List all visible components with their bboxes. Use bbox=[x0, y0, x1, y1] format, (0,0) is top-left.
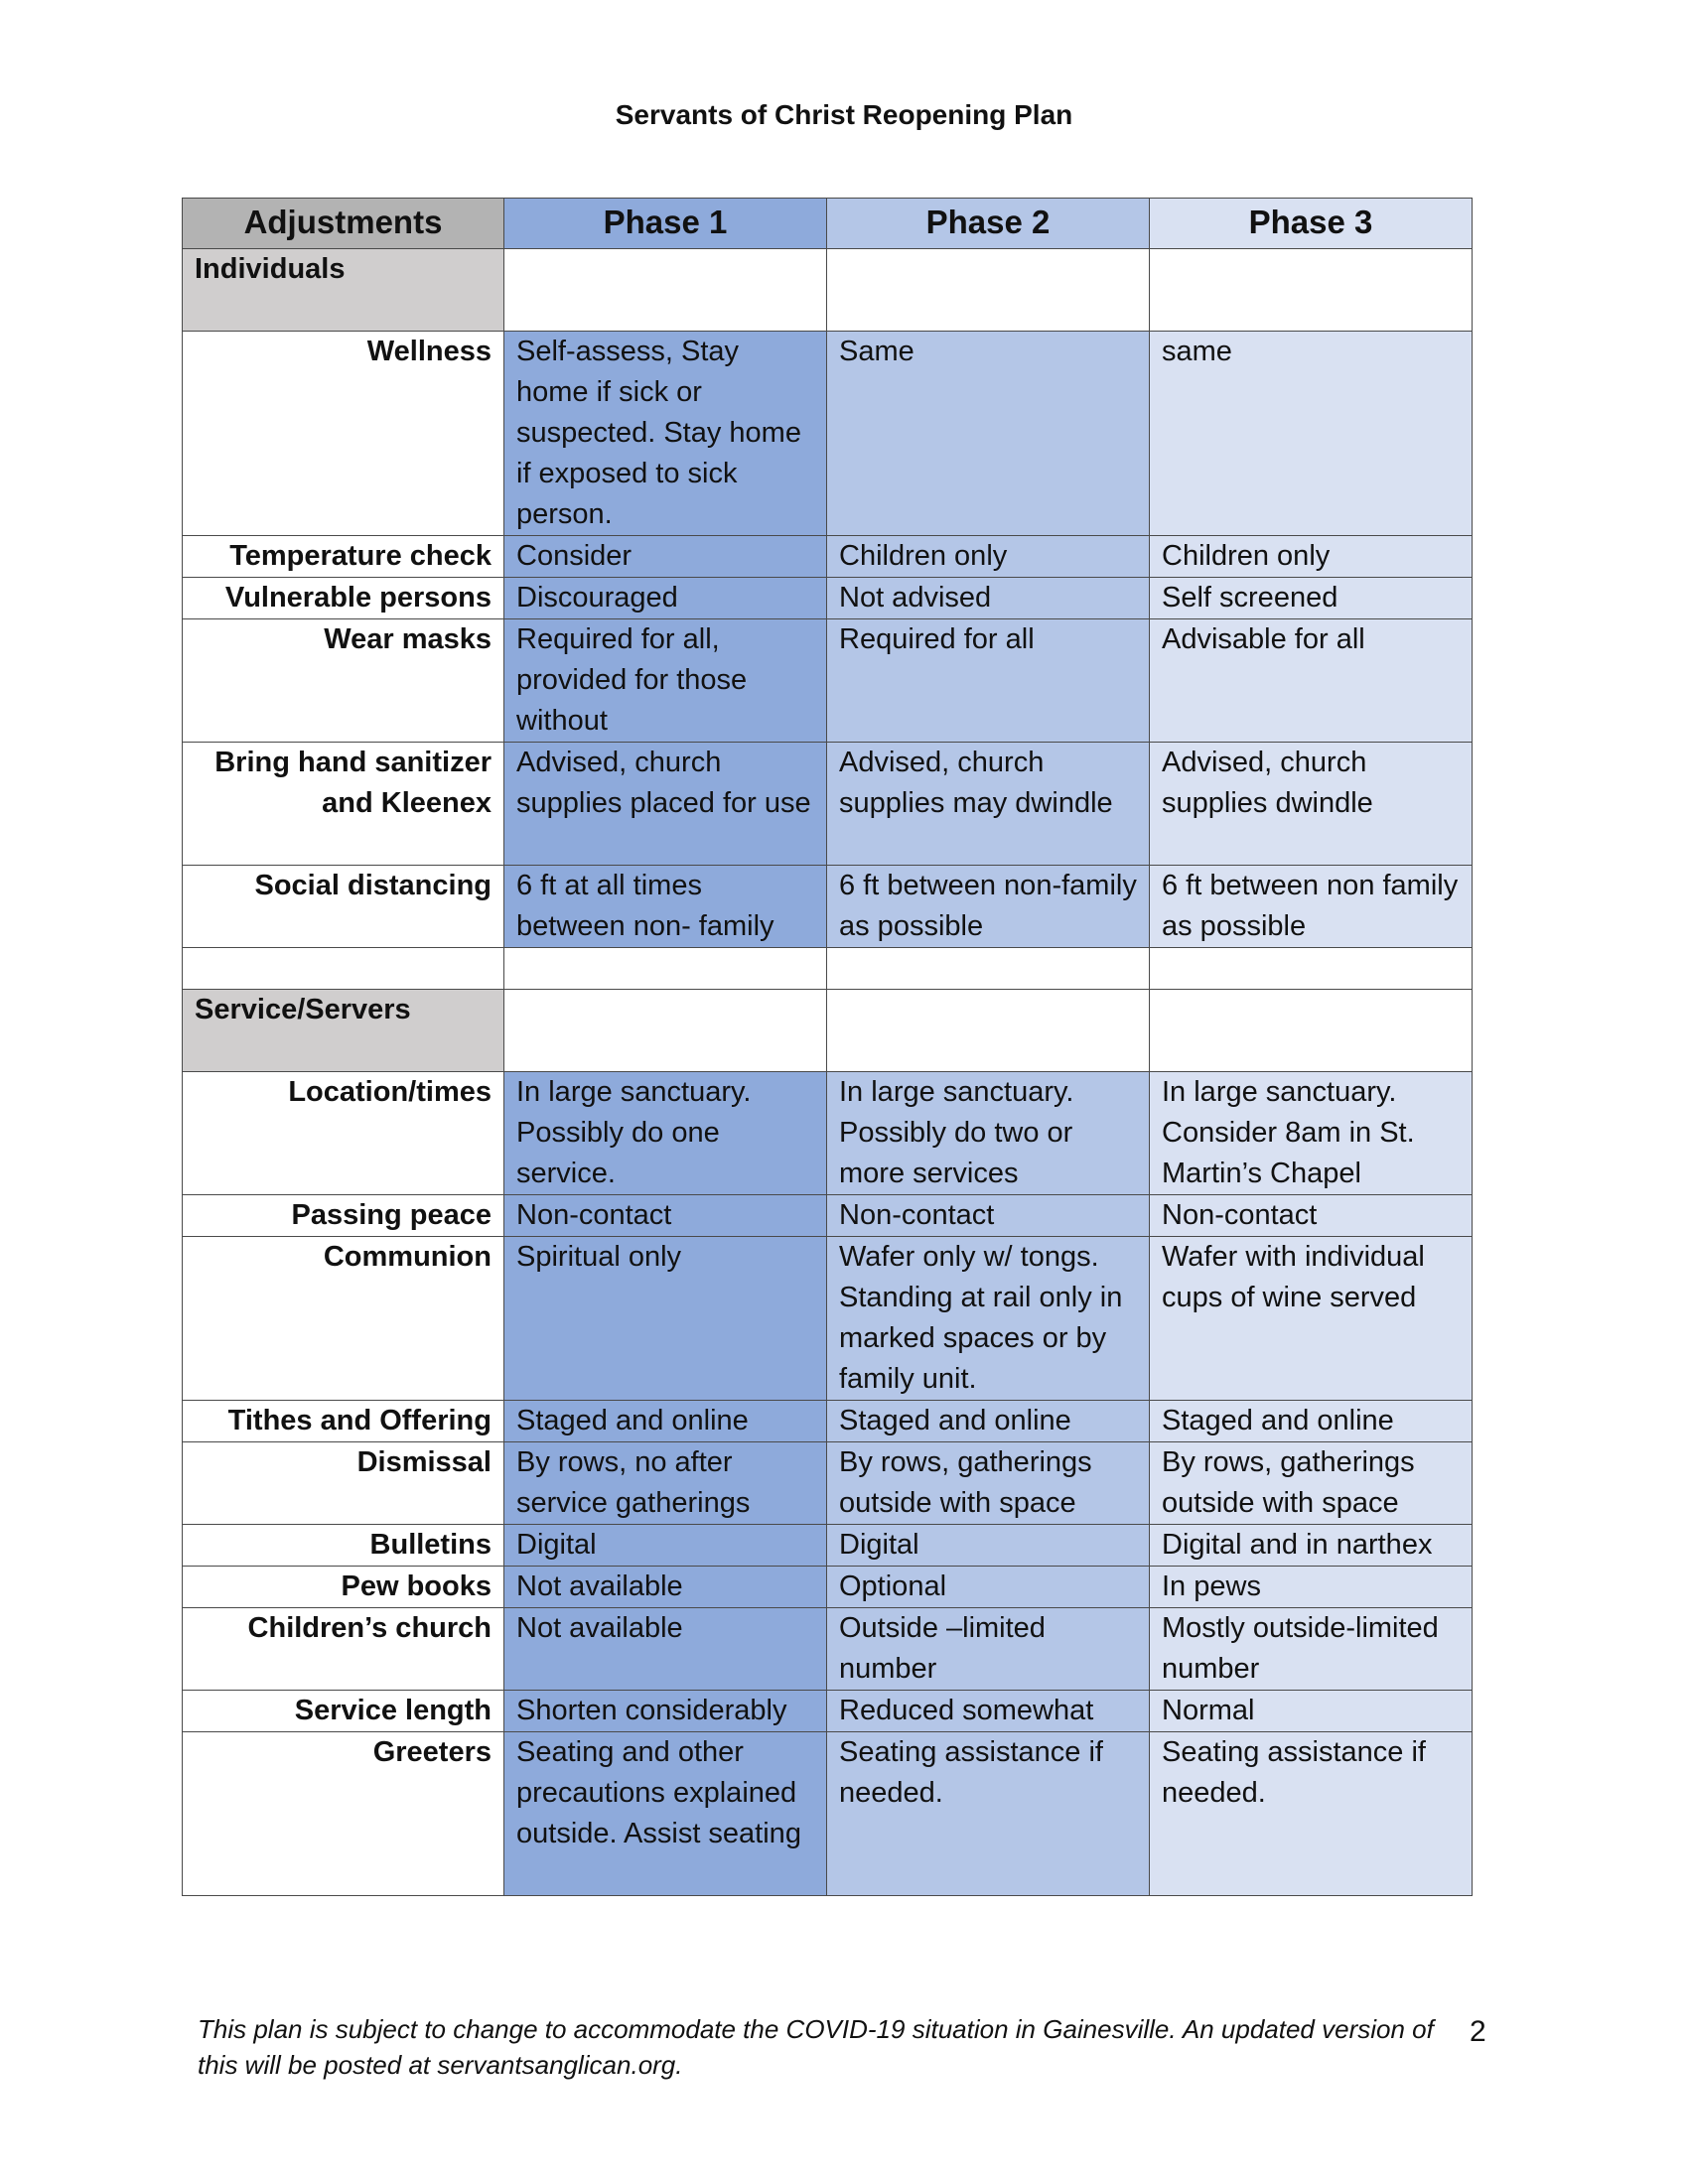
section-row-individuals bbox=[183, 249, 1473, 332]
reopening-plan-table bbox=[182, 198, 1473, 1896]
phase-3-cell: By rows, gatherings outside with space bbox=[1150, 1442, 1473, 1525]
phase-3-cell: Seating assistance if needed. bbox=[1150, 1732, 1473, 1896]
phase-3-cell: Wafer with individual cups of wine served bbox=[1150, 1237, 1473, 1401]
phase-2-cell: Outside –limited number bbox=[827, 1608, 1150, 1691]
phase-2-cell: Not advised bbox=[827, 578, 1150, 619]
phase-1-cell: 6 ft at all times between non- family bbox=[504, 866, 827, 948]
phase-3-cell: Advisable for all bbox=[1150, 619, 1473, 743]
row-label: Wellness bbox=[183, 332, 504, 536]
phase-3-cell: Normal bbox=[1150, 1691, 1473, 1732]
phase-1-cell: Non-contact bbox=[504, 1195, 827, 1237]
row-label: Pew books bbox=[183, 1567, 504, 1608]
phase-2-cell: Digital bbox=[827, 1525, 1150, 1567]
row-label: Bring hand sanitizer and Kleenex bbox=[183, 743, 504, 866]
header-phase-2: Phase 2 bbox=[827, 199, 1150, 249]
row-label: Temperature check bbox=[183, 536, 504, 578]
phase-1-cell: Seating and other precautions explained outside. Assist seating bbox=[504, 1732, 827, 1896]
phase-2-cell: In large sanctuary. Possibly do two or more services bbox=[827, 1072, 1150, 1195]
header-phase-1: Phase 1 bbox=[504, 199, 827, 249]
phase-2-cell: Same bbox=[827, 332, 1150, 536]
phase-2-cell: Staged and online bbox=[827, 1401, 1150, 1442]
phase-1-cell: Shorten considerably bbox=[504, 1691, 827, 1732]
table-row bbox=[183, 1691, 1473, 1732]
phase-3-cell: same bbox=[1150, 332, 1473, 536]
row-label: Bulletins bbox=[183, 1525, 504, 1567]
table-row bbox=[183, 332, 1473, 536]
phase-1-cell: Discouraged bbox=[504, 578, 827, 619]
spacer-row bbox=[183, 948, 1473, 990]
table-row bbox=[183, 1072, 1473, 1195]
phase-2-cell: Reduced somewhat bbox=[827, 1691, 1150, 1732]
phase-3-cell: 6 ft between non family as possible bbox=[1150, 866, 1473, 948]
row-label: Passing peace bbox=[183, 1195, 504, 1237]
phase-3-cell: Staged and online bbox=[1150, 1401, 1473, 1442]
page-number: 2 bbox=[1470, 2015, 1486, 2048]
table-row bbox=[183, 1525, 1473, 1567]
footer-note: This plan is subject to change to accommodate the COVID-19 situation in Gainesville. An updated version of this will be posted at servantsanglican.org. bbox=[198, 2014, 1434, 2080]
phase-1-cell: Digital bbox=[504, 1525, 827, 1567]
phase-2-cell: Children only bbox=[827, 536, 1150, 578]
header-row bbox=[183, 199, 1473, 249]
row-label: Vulnerable persons bbox=[183, 578, 504, 619]
row-label: Children’s church bbox=[183, 1608, 504, 1691]
phase-3-cell: Mostly outside-limited number bbox=[1150, 1608, 1473, 1691]
table-row bbox=[183, 743, 1473, 866]
phase-1-cell: Not available bbox=[504, 1567, 827, 1608]
phase-3-cell: Self screened bbox=[1150, 578, 1473, 619]
row-label: Social distancing bbox=[183, 866, 504, 948]
page-title: Servants of Christ Reopening Plan bbox=[615, 99, 1073, 130]
row-label: Communion bbox=[183, 1237, 504, 1401]
table-row bbox=[183, 578, 1473, 619]
table-row bbox=[183, 1237, 1473, 1401]
table-row bbox=[183, 1195, 1473, 1237]
section-row-service bbox=[183, 990, 1473, 1072]
phase-2-cell: Wafer only w/ tongs. Standing at rail only in marked spaces or by family unit. bbox=[827, 1237, 1150, 1401]
table-row bbox=[183, 619, 1473, 743]
row-label: Wear masks bbox=[183, 619, 504, 743]
row-label: Tithes and Offering bbox=[183, 1401, 504, 1442]
section-label-service: Service/Servers bbox=[183, 990, 504, 1072]
phase-2-cell: By rows, gatherings outside with space bbox=[827, 1442, 1150, 1525]
table-row bbox=[183, 1608, 1473, 1691]
table-row bbox=[183, 1401, 1473, 1442]
phase-3-cell: Children only bbox=[1150, 536, 1473, 578]
phase-2-cell: Required for all bbox=[827, 619, 1150, 743]
row-label: Greeters bbox=[183, 1732, 504, 1896]
phase-2-cell: Non-contact bbox=[827, 1195, 1150, 1237]
row-label: Location/times bbox=[183, 1072, 504, 1195]
phase-1-cell: Spiritual only bbox=[504, 1237, 827, 1401]
header-adjustments: Adjustments bbox=[183, 199, 504, 249]
phase-1-cell: Staged and online bbox=[504, 1401, 827, 1442]
phase-2-cell: 6 ft between non-family as possible bbox=[827, 866, 1150, 948]
phase-3-cell: Non-contact bbox=[1150, 1195, 1473, 1237]
phase-2-cell: Seating assistance if needed. bbox=[827, 1732, 1150, 1896]
header-phase-3: Phase 3 bbox=[1150, 199, 1473, 249]
phase-3-cell: Digital and in narthex bbox=[1150, 1525, 1473, 1567]
row-label: Service length bbox=[183, 1691, 504, 1732]
phase-3-cell: In large sanctuary. Consider 8am in St. Martin’s Chapel bbox=[1150, 1072, 1473, 1195]
table-row bbox=[183, 866, 1473, 948]
phase-1-cell: In large sanctuary. Possibly do one service. bbox=[504, 1072, 827, 1195]
phase-1-cell: Not available bbox=[504, 1608, 827, 1691]
table-row bbox=[183, 1442, 1473, 1525]
phase-2-cell: Advised, church supplies may dwindle bbox=[827, 743, 1150, 866]
phase-1-cell: Consider bbox=[504, 536, 827, 578]
table-row bbox=[183, 1732, 1473, 1896]
phase-3-cell: Advised, church supplies dwindle bbox=[1150, 743, 1473, 866]
section-label-individuals: Individuals bbox=[183, 249, 504, 332]
table-row bbox=[183, 1567, 1473, 1608]
phase-2-cell: Optional bbox=[827, 1567, 1150, 1608]
row-label: Dismissal bbox=[183, 1442, 504, 1525]
phase-1-cell: Advised, church supplies placed for use bbox=[504, 743, 827, 866]
table-row bbox=[183, 536, 1473, 578]
phase-3-cell: In pews bbox=[1150, 1567, 1473, 1608]
phase-1-cell: By rows, no after service gatherings bbox=[504, 1442, 827, 1525]
phase-1-cell: Required for all, provided for those without bbox=[504, 619, 827, 743]
phase-1-cell: Self-assess, Stay home if sick or suspected. Stay home if exposed to sick person. bbox=[504, 332, 827, 536]
